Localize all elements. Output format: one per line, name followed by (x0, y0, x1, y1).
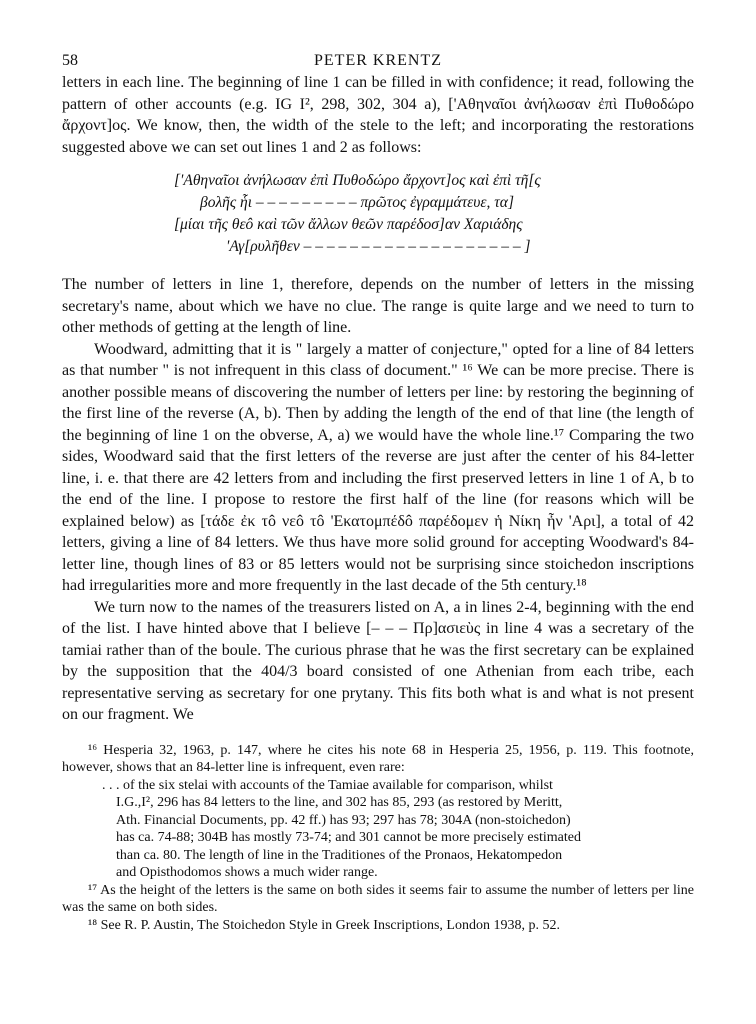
greek-inscription-block (174, 170, 694, 258)
footnote-18: ¹⁸ See R. P. Austin, The Stoichedon Style in Greek Inscriptions, London 1938, p. 52. (88, 917, 560, 933)
paragraph-1: letters in each line. The beginning of line 1 can be filled in with confidence; it read, following the pattern of other accounts (e.g. IG I², 298, 302, 304 a), ['Αθηναῖοι ἀνήλωσαν ἐπὶ Πυθοδώρο ἄρχοντ]ος. We know, then, the width of the stele to the left; and incorporating the restorations suggested above we can set out lines 1 and 2 as follows: (62, 74, 694, 156)
quote-line: I.G.,I², 296 has 84 letters to the line, and 302 has 85, 293 (as restored by Meritt, (116, 795, 563, 810)
quote-line: has ca. 74-88; 304B has mostly 73-74; and 301 cannot be more precisely estimated (116, 830, 582, 845)
quote-line: . . . of the six stelai with accounts of the Tamiae available for comparison, whilst (102, 777, 553, 793)
running-head: PETER KRENTZ (314, 52, 442, 69)
footnote-17: ¹⁷ As the height of the letters is the same on both sides it seems fair to assume the number of letters per line was the same on both sides. (62, 882, 694, 915)
quote-line: Ath. Financial Documents, pp. 42 ff.) has 93; 297 has 78; 304A (non-stoichedon) (116, 812, 571, 828)
paragraph-2: The number of letters in line 1, therefore, depends on the number of letters in the missing secretary's name, about which we have no clue. The range is quite large and we need to turn to other methods of getting at the length of line. (62, 276, 694, 336)
quote-line: than ca. 80. The length of line in the Traditiones of the Pronaos, Hekatompedon (116, 847, 563, 863)
footnotes (62, 742, 694, 935)
greek-line-2: βολῆς ἧι – – – – – – – – – πρῶτος ἐγραμμάτευε, τα] (200, 194, 514, 211)
footnote-16: ¹⁶ Hesperia 32, 1963, p. 147, where he cites his note 68 in Hesperia 25, 1956, p. 119. This footnote, however, shows that an 84-letter line is infrequent, even rare: (62, 742, 694, 775)
greek-line-3: [μίαι τῆς θεô καὶ τῶν ἄλλων θεῶν παρέδοσ]αν Χαριάδης (174, 216, 523, 233)
footnote-16-quote (102, 777, 694, 882)
paragraph-4: We turn now to the names of the treasurers listed on A, a in lines 2-4, beginning with the end of the list. I have hinted above that I believe [– – – Πρ]ασιεὺς in line 4 was a secretary of the tamiai rather than of the boule. The curious phrase that he was the first secretary can be explained by the supposition that the 404/3 board consisted of one Athenian from each tribe, each representative serving as secretary for one prytany. This fits both what is and what is not present on our fragment. We (62, 598, 694, 723)
page-header (62, 48, 694, 72)
quote-line: and Opisthodomos shows a much wider range. (116, 865, 378, 880)
page (62, 48, 694, 934)
paragraph-3: Woodward, admitting that it is " largely a matter of conjecture," opted for a line of 84 letters as that number " is not infrequent in this class of document." ¹⁶ We can be more precise. There is another possible means of discovering the number of letters per line: by restoring the beginning of the first line of the reverse (A, b). Then by adding the length of the end of that line (the length of the beginning of line 1 on the obverse, A, a) we would have the whole line.¹⁷ Comparing the two sides, Woodward said that the first letters of the reverse are just after the center of his 84-letter line, i. e. that there are 42 letters from and including the first preserved letters in line 1 of A, b to the end of the line. I propose to restore the first half of the line (for reasons which will be explained below) as [τάδε ἐκ τô νεô τô 'Εκατομπέδô παρέδομεν ἡ Νίκη ἦν 'Αρι], a total of 42 letters, giving a line of 84 letters. We thus have more solid ground for accepting Woodward's 84-letter line, though lines of 83 or 85 letters would not be surprising since stoichedon inscriptions had irregularities more and more frequently in the last decade of the 5th century.¹⁸ (62, 340, 694, 594)
page-number: 58 (62, 52, 78, 69)
greek-line-4: 'Αγ[ρυλῆθεν – – – – – – – – – – – – – – – – – – – ] (226, 238, 531, 255)
greek-line-1: ['Αθηναῖοι ἀνήλωσαν ἐπὶ Πυθοδώρο ἄρχοντ]ος καὶ ἐπὶ τῆ[ς (174, 172, 541, 189)
